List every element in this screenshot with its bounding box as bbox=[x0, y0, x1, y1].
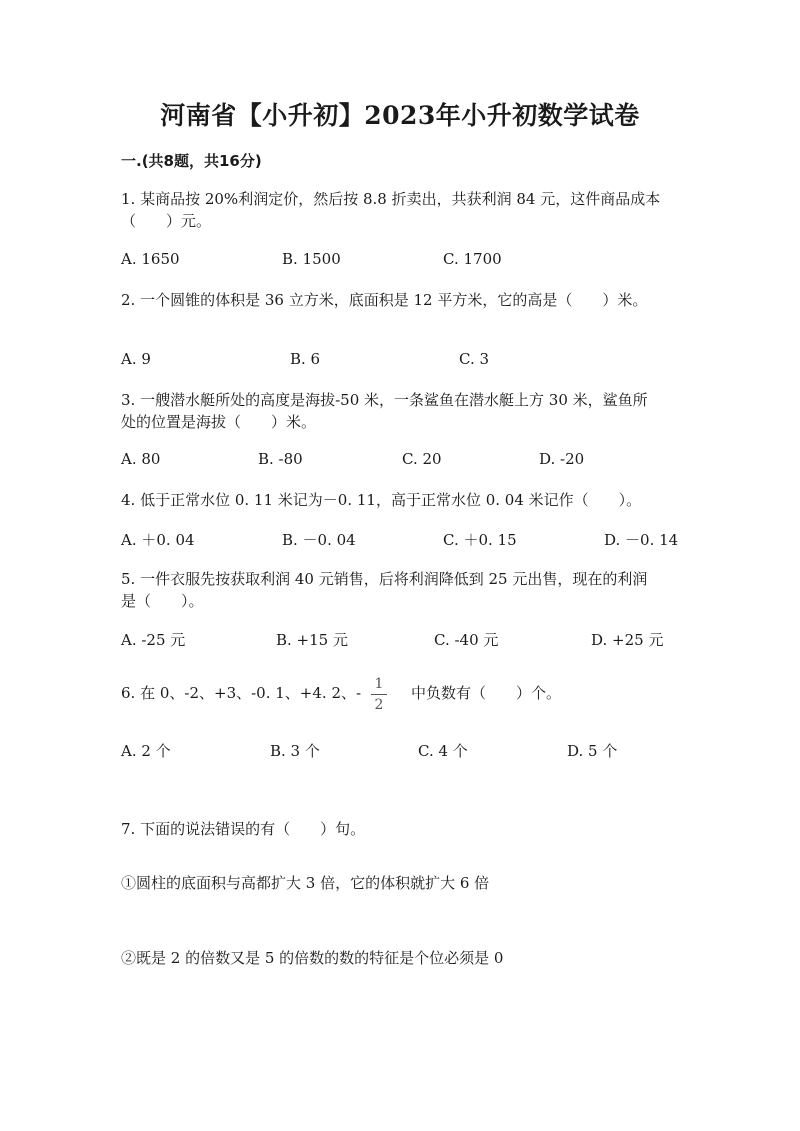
question-2-option-c: C. 3 bbox=[459, 350, 490, 368]
question-7-text: 7. 下面的说法错误的有（ ）句。 bbox=[121, 820, 366, 838]
question-5-text-cont: 是（ ）。 bbox=[121, 592, 204, 610]
question-3-option-d: D. -20 bbox=[539, 450, 585, 468]
question-3-option-b: B. -80 bbox=[258, 450, 303, 468]
question-2-text: 2. 一个圆锥的体积是 36 立方米，底面积是 12 平方米，它的高是（ ）米。 bbox=[121, 291, 648, 309]
question-4-text: 4. 低于正常水位 0. 11 米记为－0. 11，高于正常水位 0. 04 米记作（ ）。 bbox=[121, 491, 642, 509]
question-5-option-d: D. +25 元 bbox=[591, 631, 664, 649]
fraction-numerator: 1 bbox=[374, 676, 384, 692]
question-6-option-c: C. 4 个 bbox=[418, 742, 468, 760]
fraction-bar bbox=[371, 694, 387, 695]
question-6-text-suffix: 中负数有（ ）个。 bbox=[411, 684, 562, 702]
fraction-denominator: 2 bbox=[374, 697, 384, 713]
question-1-text: 1. 某商品按 20%利润定价，然后按 8.8 折卖出，共获利润 84 元，这件商品成本 bbox=[121, 190, 661, 208]
question-4-option-d: D. －0. 14 bbox=[604, 531, 679, 549]
question-5-option-b: B. +15 元 bbox=[276, 631, 348, 649]
question-4-option-c: C. ＋0. 15 bbox=[443, 531, 517, 549]
question-2-option-a: A. 9 bbox=[121, 350, 151, 368]
question-1-text-cont: （ ）元。 bbox=[121, 212, 212, 230]
page-title: 河南省【小升初】2023年小升初数学试卷 bbox=[160, 101, 640, 130]
question-6-option-a: A. 2 个 bbox=[121, 742, 171, 760]
question-7-statement-1: ①圆柱的底面积与高都扩大 3 倍，它的体积就扩大 6 倍 bbox=[121, 874, 490, 892]
question-6-option-d: D. 5 个 bbox=[567, 742, 618, 760]
question-6-text: 6. 在 0、-2、+3、-0. 1、+4. 2、- bbox=[121, 684, 362, 702]
question-5-option-a: A. -25 元 bbox=[121, 631, 186, 649]
question-1-option-c: C. 1700 bbox=[443, 250, 502, 268]
question-2-option-b: B. 6 bbox=[290, 350, 321, 368]
question-5-option-c: C. -40 元 bbox=[434, 631, 499, 649]
question-4-option-a: A. ＋0. 04 bbox=[121, 531, 195, 549]
question-3-text: 3. 一艘潜水艇所处的高度是海拔-50 米，一条鲨鱼在潜水艇上方 30 米，鲨鱼所 bbox=[121, 391, 648, 409]
question-3-option-a: A. 80 bbox=[121, 450, 161, 468]
question-5-text: 5. 一件衣服先按获取利润 40 元销售，后将利润降低到 25 元出售，现在的利润 bbox=[121, 570, 648, 588]
question-1-option-a: A. 1650 bbox=[121, 250, 180, 268]
question-1-option-b: B. 1500 bbox=[282, 250, 341, 268]
question-3-text-cont: 处的位置是海拔（ ）米。 bbox=[121, 413, 317, 431]
fraction-one-half bbox=[370, 676, 388, 713]
question-4-option-b: B. －0. 04 bbox=[282, 531, 356, 549]
question-3-option-c: C. 20 bbox=[402, 450, 442, 468]
question-7-statement-2: ②既是 2 的倍数又是 5 的倍数的数的特征是个位必须是 0 bbox=[121, 949, 504, 967]
question-6-option-b: B. 3 个 bbox=[270, 742, 320, 760]
section-heading: 一.(共8题，共16分) bbox=[121, 152, 262, 170]
